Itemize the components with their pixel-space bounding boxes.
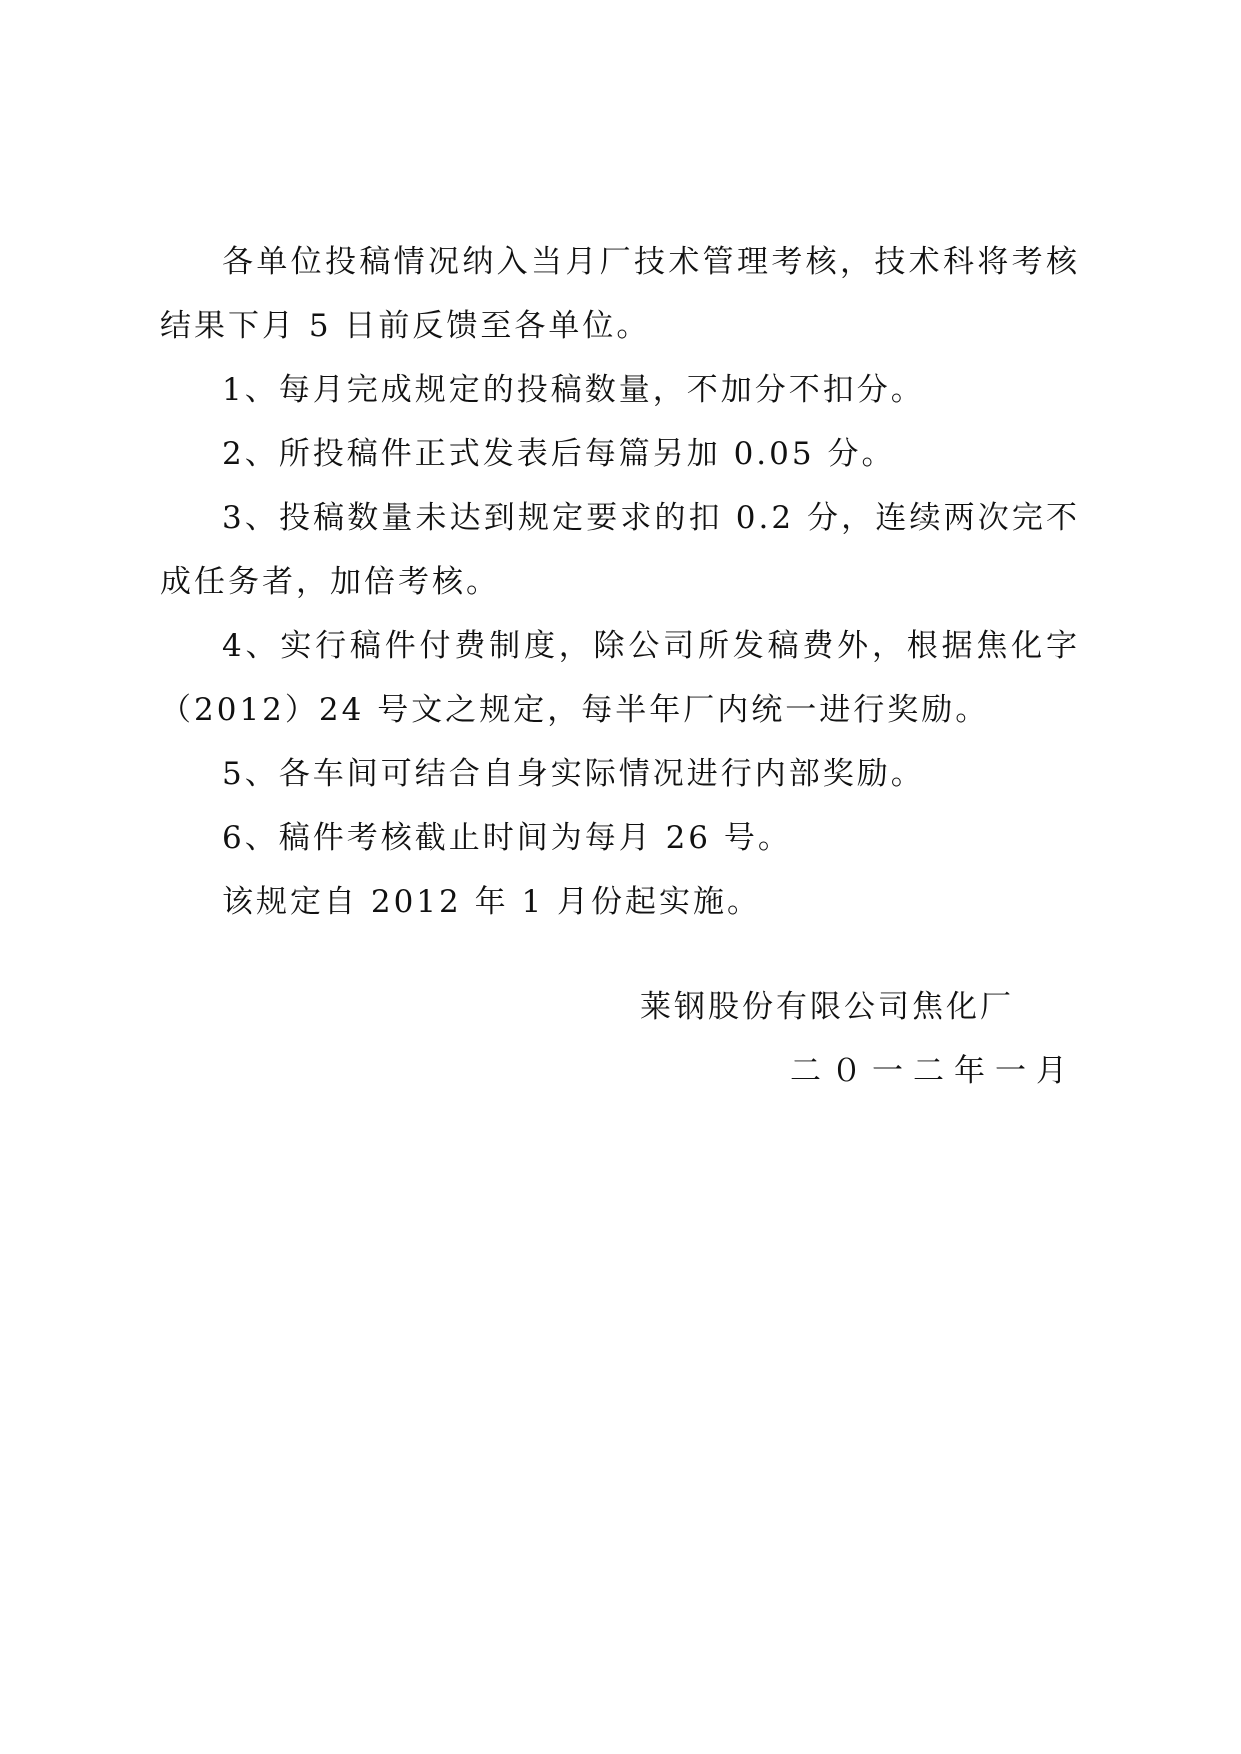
issue-date: 二０一二年一月 — [790, 1053, 1077, 1089]
issuing-organization: 莱钢股份有限公司焦化厂 — [640, 989, 1014, 1025]
effective-date-paragraph: 该规定自 2012 年 1 月份起实施。 — [222, 884, 762, 920]
rule-item-1: 1、每月完成规定的投稿数量，不加分不扣分。 — [222, 372, 925, 408]
rule-item-2: 2、所投稿件正式发表后每篇另加 0.05 分。 — [222, 436, 896, 472]
intro-paragraph: 各单位投稿情况纳入当月厂技术管理考核，技术科将考核结果下月 5 日前反馈至各单位。 — [160, 244, 1080, 344]
rule-item-6: 6、稿件考核截止时间为每月 26 号。 — [222, 820, 792, 856]
rule-item-3: 3、投稿数量未达到规定要求的扣 0.2 分，连续两次完不成任务者，加倍考核。 — [160, 500, 1080, 600]
rule-item-4: 4、实行稿件付费制度，除公司所发稿费外，根据焦化字（2012）24 号文之规定，每半年厂内统一进行奖励。 — [160, 628, 1080, 728]
rule-item-5: 5、各车间可结合自身实际情况进行内部奖励。 — [222, 756, 925, 792]
document-body — [160, 230, 1080, 934]
